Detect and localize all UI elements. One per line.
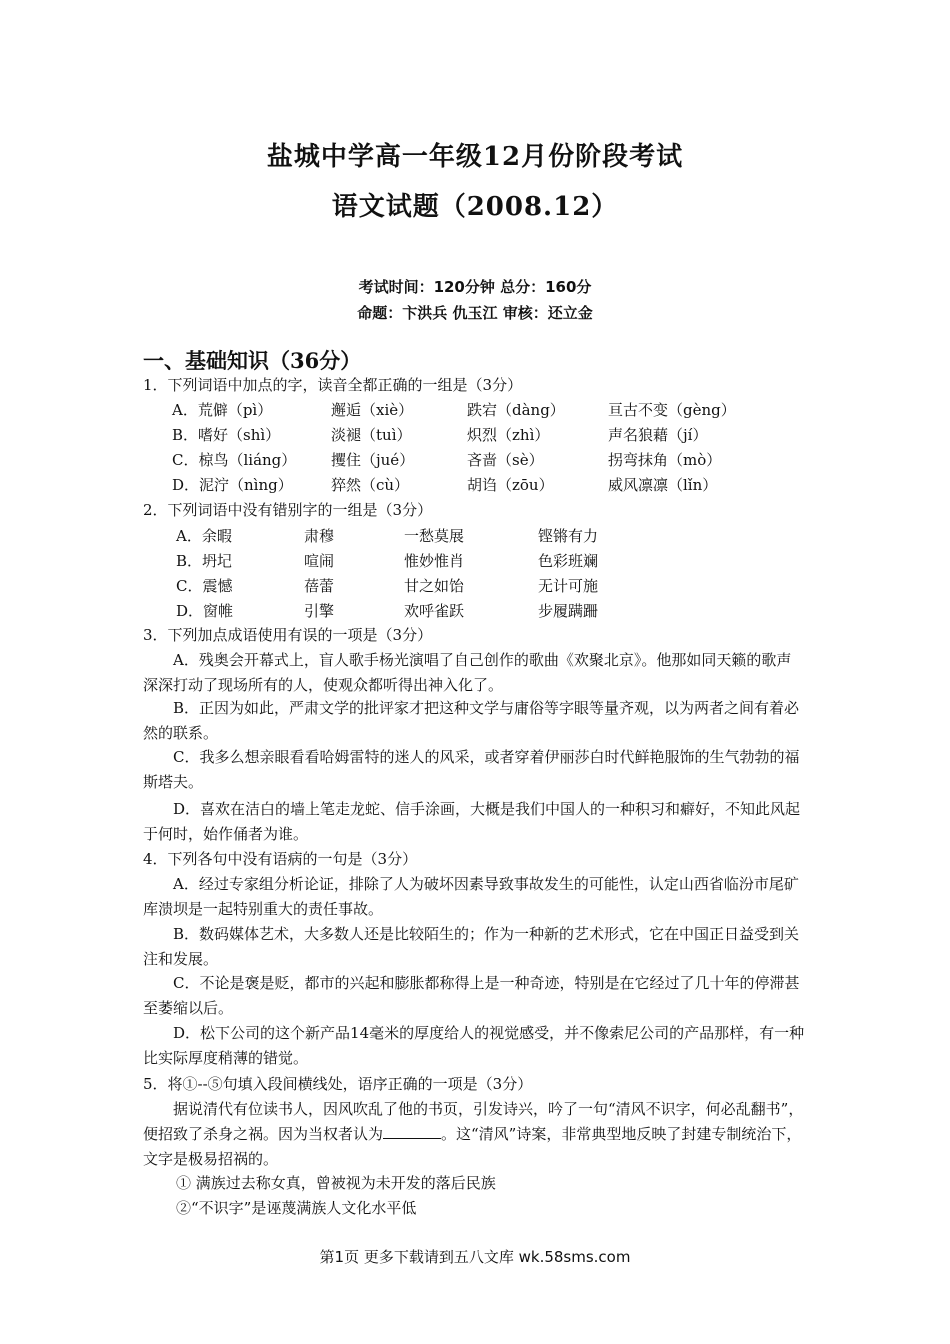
q4-option-b: B．数码媒体艺术，大多数人还是比较陌生的；作为一种新的艺术形式，它在中国正日益受到关注和发展。 [143, 925, 800, 968]
q2-option-a-3: 一愁莫展 [404, 527, 465, 545]
q2-option-d-4: 步履蹒跚 [538, 602, 599, 620]
q5-sentence-2: ②“不识字”是诬蔑满族人文化水平低 [176, 1199, 417, 1217]
q1-option-b-1: B．嗜好（shì） [172, 426, 281, 444]
question-1-stem: 1．下列词语中加点的字，读音全都正确的一组是（3分） [143, 376, 523, 394]
q2-option-d-3: 欢呼雀跃 [404, 602, 465, 620]
q5-passage-part1: 据说清代有位读书人，因风吹乱了他的书页，引发诗兴，吟了一句“清风不识字，何必乱翻书”，便招致了杀身之祸。因为当权者认为 [143, 1100, 804, 1143]
q1-option-c-4: 拐弯抹角（mò） [608, 451, 722, 469]
q5-passage [143, 1097, 805, 1172]
q2-option-c-1: C．震憾 [176, 577, 233, 595]
q1-option-a-4: 亘古不变（gèng） [608, 401, 736, 419]
q4-option-c: C．不论是褒是贬，都市的兴起和膨胀都称得上是一种奇迹，特别是在它经过了几十年的停滞甚至萎缩以后。 [143, 974, 800, 1017]
q1-option-b-2: 淡褪（tuì） [331, 426, 412, 444]
q1-option-c-2: 攫住（jué） [331, 451, 415, 469]
q2-option-a-4: 铿锵有力 [538, 527, 599, 545]
exam-authors: 命题：卞洪兵 仇玉江 审核：还立金 [357, 304, 593, 322]
q2-option-c-3: 甘之如饴 [404, 577, 465, 595]
q2-option-c-4: 无计可施 [538, 577, 599, 595]
q2-option-b-3: 惟妙惟肖 [404, 552, 465, 570]
q1-option-a-2: 邂逅（xiè） [331, 401, 414, 419]
q1-option-c-1: C．椋鸟（liáng） [172, 451, 297, 469]
q1-option-a-1: A．荒僻（pì） [172, 401, 273, 419]
q3-option-a: A．残奥会开幕式上，盲人歌手杨光演唱了自己创作的歌曲《欢聚北京》。他那如同天籁的歌声深深打动了现场所有的人，使观众都听得出神入化了。 [143, 651, 792, 694]
page-footer: 第1页 更多下载请到五八文库 wk.58sms.com [319, 1248, 631, 1266]
q1-option-d-1: D．泥泞（nìng） [172, 476, 293, 494]
q2-option-c-2: 蓓蕾 [304, 577, 335, 595]
q2-option-d-1: D．窗帷 [176, 602, 234, 620]
exam-title: 盐城中学高一年级12月份阶段考试 [266, 142, 684, 172]
fill-in-blank [383, 1124, 441, 1139]
q2-option-a-2: 肃穆 [304, 527, 335, 545]
q2-option-d-2: 引擎 [304, 602, 335, 620]
q2-option-b-4: 色彩班斓 [538, 552, 599, 570]
section-heading: 一、基础知识（36分） [143, 348, 362, 373]
q4-option-a: A．经过专家组分析论证，排除了人为破坏因素导致事故发生的可能性，认定山西省临汾市尾矿库溃坝是一起特别重大的责任事故。 [143, 875, 799, 918]
q4-option-d: D．松下公司的这个新产品14毫米的厚度给人的视觉感受，并不像索尼公司的产品那样，有一种比实际厚度稍薄的错觉。 [143, 1024, 805, 1067]
q1-option-b-4: 声名狼藉（jí） [608, 426, 708, 444]
question-3-stem: 3．下列加点成语使用有误的一项是（3分） [143, 626, 433, 644]
q2-option-a-1: A．余暇 [176, 527, 232, 545]
question-5-stem: 5．将①--⑤句填入段间横线处，语序正确的一项是（3分） [143, 1075, 533, 1093]
q3-option-c: C．我多么想亲眼看看哈姆雷特的迷人的风采，或者穿着伊丽莎白时代鲜艳服饰的生气勃勃的福斯塔夫。 [143, 748, 800, 791]
q1-option-c-3: 吝啬（sè） [467, 451, 544, 469]
q1-option-a-3: 跌宕（dàng） [467, 401, 565, 419]
question-4-stem: 4．下列各句中没有语病的一句是（3分） [143, 850, 418, 868]
q1-option-d-4: 威风凛凛（lǐn） [608, 476, 718, 494]
q2-option-b-1: B．坍圮 [176, 552, 233, 570]
question-2-stem: 2．下列词语中没有错别字的一组是（3分） [143, 501, 433, 519]
q2-option-b-2: 喧闹 [304, 552, 335, 570]
q3-option-b: B．正因为如此，严肃文学的批评家才把这种文学与庸俗等字眼等量齐观，以为两者之间有着必然的联系。 [143, 699, 800, 742]
exam-subtitle: 语文试题（2008.12） [331, 192, 619, 222]
q1-option-d-3: 胡诌（zōu） [467, 476, 554, 494]
q1-option-d-2: 猝然（cù） [331, 476, 410, 494]
q5-passage-part2: 。这“清风”诗案，非常典型地反映了封建专制统治下，文字是极易招祸的。 [143, 1125, 802, 1168]
q3-option-d: D．喜欢在洁白的墙上笔走龙蛇、信手涂画，大概是我们中国人的一种积习和癖好，不知此风起于何时，始作俑者为谁。 [143, 800, 801, 843]
exam-time-score: 考试时间：120分钟 总分：160分 [358, 278, 592, 296]
q1-option-b-3: 炽烈（zhì） [467, 426, 550, 444]
q5-sentence-1: ① 满族过去称女真，曾被视为未开发的落后民族 [176, 1174, 496, 1192]
